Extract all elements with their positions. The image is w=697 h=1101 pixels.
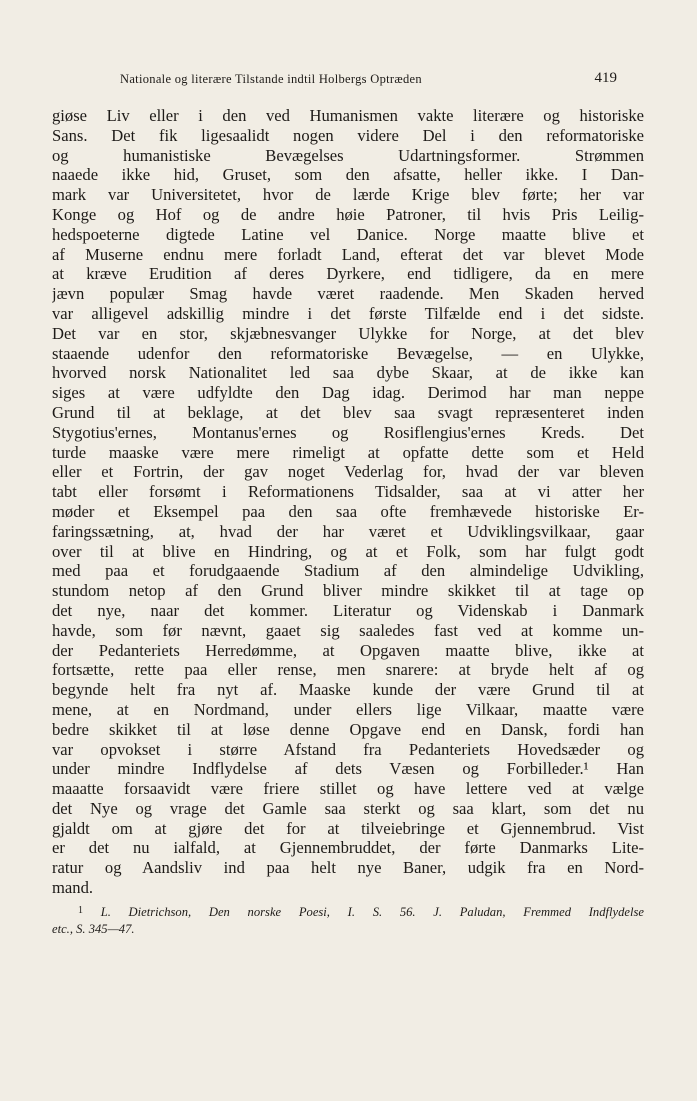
footnote-marker: 1: [78, 905, 83, 916]
text-line: er det nu ialfald, at Gjennembruddet, der førte Danmarks Lite-: [52, 838, 644, 858]
text-line: med paa et forudgaaende Stadium af den almindelige Udvikling,: [52, 561, 644, 581]
text-line: begynde helt fra nyt af. Maaske kunde der være Grund til at: [52, 680, 644, 700]
text-line: var opvokset i større Afstand fra Pedanteriets Hovedsæder og: [52, 739, 644, 759]
text-line: havde, som før nævnt, gaaet sig saaledes fast ved at komme un-: [52, 620, 644, 640]
text-line: af Muserne endnu mere forladt Land, efterat det var blevet Mode: [52, 244, 644, 264]
text-line: at kræve Erudition af deres Dyrkere, end tidligere, da en mere: [52, 264, 644, 284]
text-line: Sans. Det fik ligesaalidt nogen videre Del i den reformatoriske: [52, 125, 644, 145]
text-line: Grund til at beklage, at det blev saa svagt repræsenteret inden: [52, 402, 644, 422]
text-line: der Pedanteriets Herredømme, at Opgaven maatte blive, ikke at: [52, 640, 644, 660]
text-line: maaatte forsaavidt være friere stillet og have lettere ved at vælge: [52, 779, 644, 799]
running-header: [52, 70, 644, 90]
text-line: staaende udenfor den reformatoriske Bevægelse, — en Ulykke,: [52, 343, 644, 363]
text-line: bedre skikket til at løse denne Opgave end en Dansk, fordi han: [52, 719, 644, 739]
footnote: [52, 902, 644, 938]
text-line: stundom netop af den Grund bliver mindre skikket til at tage op: [52, 581, 644, 601]
text-line: og humanistiske Bevægelses Udartningsformer. Strømmen: [52, 145, 644, 165]
text-line: mark var Universitetet, hvor de lærde Krige blev førte; her var: [52, 185, 644, 205]
text-line: det Nye og vrage det Gamle saa sterkt og saa klart, som det nu: [52, 798, 644, 818]
text-line: gjaldt om at gjøre det for at tilveiebringe et Gjennembrud. Vist: [52, 818, 644, 838]
text-line: var alligevel adskillig mindre i det første Tilfælde end i det sidste.: [52, 303, 644, 323]
body-text: [52, 106, 644, 898]
text-line: det nye, naar det kommer. Literatur og Videnskab i Danmark: [52, 600, 644, 620]
text-line: hvorved norsk Nationalitet led saa dybe Skaar, at de ikke kan: [52, 363, 644, 383]
footnote-line: etc., S. 345—47.: [52, 922, 135, 936]
text-line: møder et Eksempel paa den saa ofte fremhævede historiske Er-: [52, 501, 644, 521]
text-line: mene, at en Nordmand, under ellers lige Vilkaar, maatte være: [52, 699, 644, 719]
text-line: giøse Liv eller i den ved Humanismen vakte literære og historiske: [52, 106, 644, 125]
text-line: fortsætte, rette paa eller rense, men snarere: at bryde helt af og: [52, 660, 644, 680]
text-line: jævn populær Smag havde været raadende. Men Skaden herved: [52, 284, 644, 304]
text-line: mand.: [52, 878, 94, 898]
text-line: under mindre Indflydelse af dets Væsen og Forbilleder.¹ Han: [52, 759, 644, 779]
text-line: siges at være udfyldte den Dag idag. Derimod har man neppe: [52, 383, 644, 403]
running-title: Nationale og literære Tilstande indtil Holbergs Optræden: [120, 72, 422, 86]
text-line: Stygotius'ernes, Montanus'ernes og Rosiflengius'ernes Kreds. Det: [52, 422, 644, 442]
text-line: hedspoeterne digtede Latine vel Danice. Norge maatte blive et: [52, 224, 644, 244]
text-line: Konge og Hof og de andre høie Patroner, til hvis Pris Leilig-: [52, 204, 644, 224]
text-line: eller et Fortrin, der gav noget Vederlag for, hvad der var bleven: [52, 462, 644, 482]
text-line: over til at blive en Hindring, og at et Folk, som har fulgt godt: [52, 541, 644, 561]
text-line: faringssætning, at, hvad der har været et Udviklingsvilkaar, gaar: [52, 521, 644, 541]
text-line: tabt eller forsømt i Reformationens Tidsalder, saa at vi atter her: [52, 482, 644, 502]
text-line: Det var en stor, skjæbnesvanger Ulykke for Norge, at det blev: [52, 323, 644, 343]
text-line: ratur og Aandsliv ind paa helt nye Baner, udgik fra en Nord-: [52, 858, 644, 878]
text-line: turde maaske være mere rimeligt at opfatte dette som et Held: [52, 442, 644, 462]
footnote-line: [52, 902, 644, 920]
text-line: naaede ikke hid, Gruset, som den afsatte, heller ikke. I Dan-: [52, 165, 644, 185]
page-number: 419: [594, 70, 617, 86]
footnote-text: L. Dietrichson, Den norske Poesi, I. S. 56. J. Paludan, Fremmed Indflydelse: [100, 905, 644, 919]
